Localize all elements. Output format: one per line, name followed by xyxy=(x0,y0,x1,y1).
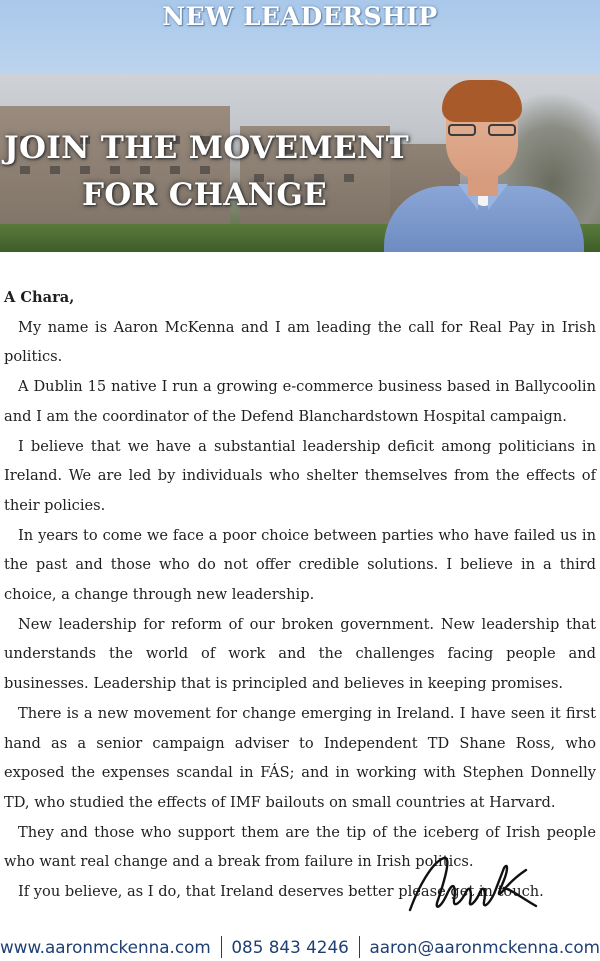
email-link[interactable]: aaron@aaronmckenna.com xyxy=(369,937,600,957)
divider xyxy=(359,936,360,958)
portrait-hair xyxy=(442,80,522,122)
header-band xyxy=(0,0,600,74)
salutation: A Chara, xyxy=(4,289,75,306)
letter-paragraph: There is a new movement for change emerging in Ireland. I have seen it first hand as a senior campaign adviser to Independent TD Shane Ross, who exposed the expenses scandal in FÁS; and in working with Stephen Donnelly TD, who studied the effects of IMF bailouts on small countries at Harvard. xyxy=(4,704,596,811)
letter-paragraph: New leadership for reform of our broken government. New leadership that understands the world of work and the challenges facing people and businesses. Leadership that is principled and believes in keeping promises. xyxy=(4,615,596,693)
glasses-icon xyxy=(448,124,516,138)
divider xyxy=(221,936,222,958)
hero-heading-line-1: JOIN THE MOVEMENT xyxy=(4,130,409,166)
candidate-portrait xyxy=(384,74,584,252)
letter-body xyxy=(4,283,596,907)
letter-paragraph: A Dublin 15 native I run a growing e-commerce business based in Ballycoolin and I am the coordinator of the Defend Blanchardstown Hospital campaign. xyxy=(4,378,596,425)
handwritten-signature xyxy=(404,848,554,920)
header-title: NEW LEADERSHIP xyxy=(162,2,438,31)
phone-number[interactable]: 085 843 4246 xyxy=(231,937,349,957)
letter-paragraph: In years to come we face a poor choice between parties who have failed us in the past and those who do not offer credible solutions. I believe in a third choice, a change through new leadership. xyxy=(4,526,596,604)
letter-paragraph: They and those who support them are the tip of the iceberg of Irish people who want real change and a break from failure in Irish politics. xyxy=(4,823,596,871)
background-building xyxy=(0,106,230,236)
contact-footer xyxy=(0,933,600,961)
letter-paragraph: My name is Aaron McKenna and I am leading the call for Real Pay in Irish politics. xyxy=(4,318,596,366)
website-link[interactable]: www.aaronmckenna.com xyxy=(0,937,211,957)
letter-paragraph: If you believe, as I do, that Ireland deserves better please get in touch. xyxy=(18,883,544,901)
letter-paragraph: I believe that we have a substantial leadership deficit among politicians in Ireland. We are led by individuals who shelter themselves from the effects of their policies. xyxy=(4,437,596,514)
hero-heading-line-2: FOR CHANGE xyxy=(82,177,328,213)
